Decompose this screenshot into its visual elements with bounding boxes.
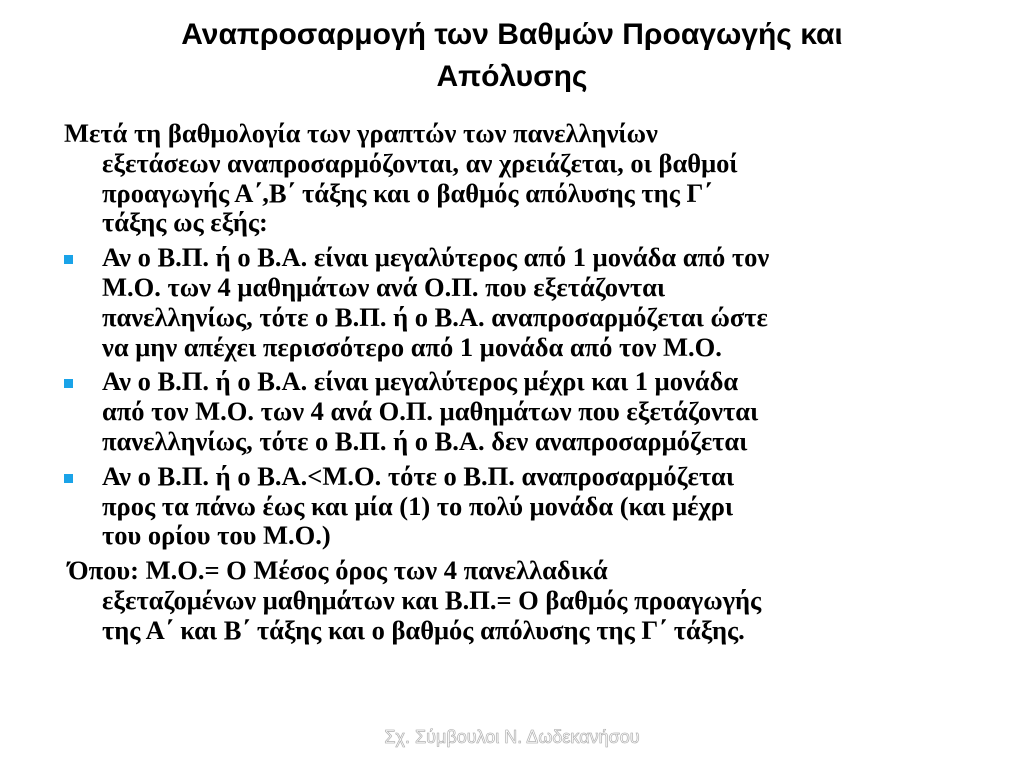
slide-footer: Σχ. Σύμβουλοι Ν. Δωδεκανήσου	[384, 727, 640, 747]
intro-line-4: τάξης ως εξής:	[102, 207, 268, 238]
intro-line-1: Μετά τη βαθμολογία των γραπτών των πανελληνίων	[64, 118, 658, 148]
bullet-1-line-2: Μ.Ο. των 4 μαθημάτων ανά Ο.Π. που εξετάζονται	[102, 271, 666, 302]
bullet-3-line-3: του ορίου του Μ.Ο.)	[102, 520, 331, 551]
slide-body	[58, 119, 978, 651]
bullet-2-line-3: πανελληνίως, τότε ο Β.Π. ή ο Β.Α. δεν αναπροσαρμόζεται	[102, 425, 748, 456]
title-line-1: Αναπροσαρμογή των Βαθμών Προαγωγής και	[181, 18, 843, 51]
note-line-3: της Α΄ και Β΄ τάξης και ο βαθμός απόλυσης της Γ΄ τάξης.	[102, 614, 745, 645]
intro-line-2: εξετάσεων αναπροσαρμόζονται, αν χρειάζεται, οι βαθμοί	[102, 147, 738, 178]
intro-paragraph	[58, 119, 978, 238]
square-bullet-icon	[64, 379, 73, 388]
square-bullet-icon	[64, 255, 73, 264]
bullet-item-1	[58, 243, 978, 362]
intro-line-3: προαγωγής Α΄,Β΄ τάξης και ο βαθμός απόλυσης της Γ΄	[102, 177, 713, 208]
bullet-2-line-1: Αν ο Β.Π. ή ο Β.Α. είναι μεγαλύτερος μέχρι και 1 μονάδα	[102, 366, 739, 397]
bullet-1-line-3: πανελληνίως, τότε ο Β.Π. ή ο Β.Α. αναπροσαρμόζεται ώστε	[102, 301, 768, 332]
bullet-1-line-1: Αν ο Β.Π. ή ο Β.Α. είναι μεγαλύτερος από 1 μονάδα από τον	[102, 242, 770, 273]
note-line-1: Όπου: Μ.Ο.= Ο Μέσος όρος των 4 πανελλαδικά	[68, 555, 608, 586]
bullet-item-2	[58, 367, 978, 456]
note-paragraph	[58, 556, 978, 645]
square-bullet-icon	[64, 474, 73, 483]
bullet-item-3	[58, 462, 978, 551]
title-line-2: Απόλυσης	[436, 60, 588, 93]
bullet-3-line-1: Αν ο Β.Π. ή ο Β.Α.<Μ.Ο. τότε ο Β.Π. αναπροσαρμόζεται	[102, 460, 735, 491]
bullet-2-line-2: από τον Μ.Ο. των 4 ανά Ο.Π. μαθημάτων που εξετάζονται	[102, 396, 759, 427]
slide-title	[60, 14, 964, 98]
note-line-2: εξεταζομένων μαθημάτων και Β.Π.= Ο βαθμός προαγωγής	[102, 584, 762, 615]
bullet-3-line-2: προς τα πάνω έως και μία (1) το πολύ μονάδα (και μέχρι	[102, 490, 734, 521]
bullet-1-line-4: να μην απέχει περισσότερο από 1 μονάδα από τον Μ.Ο.	[102, 331, 722, 362]
